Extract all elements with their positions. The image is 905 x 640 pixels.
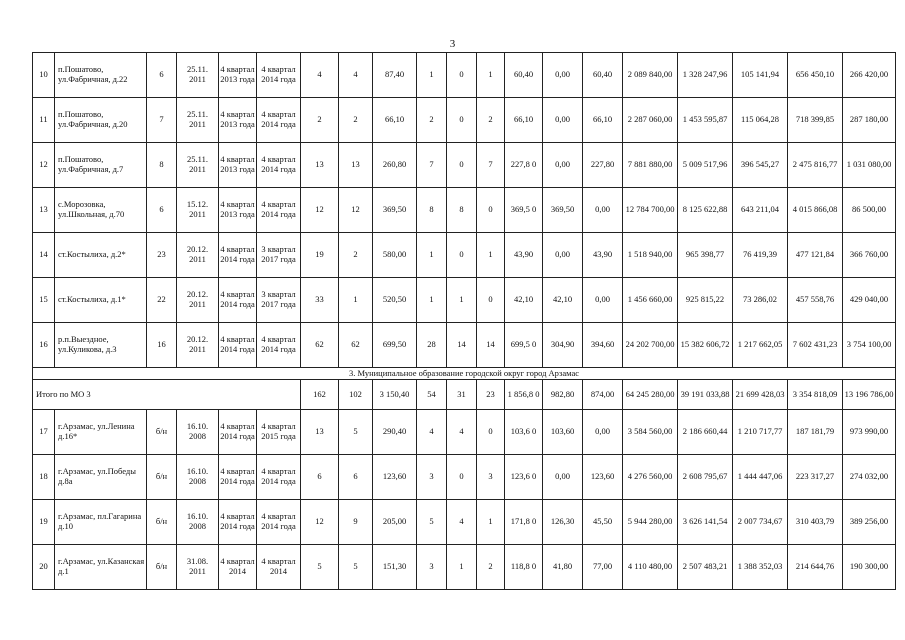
row-number-cell: 12 — [33, 143, 55, 188]
total-rooms-a-cell: 31 — [447, 380, 477, 410]
building-number-cell: 22 — [147, 278, 177, 323]
area-total-cell: 227,8 0 — [505, 143, 543, 188]
recognition-date-cell: 15.12. 2011 — [177, 188, 219, 233]
address-cell: р.п.Выездное, ул.Куликова, д.3 — [55, 323, 147, 368]
area-a-cell: 369,50 — [543, 188, 583, 233]
area-b-cell: 0,00 — [583, 410, 623, 455]
rooms-b-cell: 0 — [477, 278, 505, 323]
rooms-a-cell: 1 — [447, 545, 477, 590]
actual-date-cell: 3 квартал 2017 года — [257, 278, 301, 323]
local-share-cell: 477 121,84 — [788, 233, 843, 278]
total-area-cell: 123,60 — [373, 455, 417, 500]
rooms-b-cell: 2 — [477, 98, 505, 143]
rooms-a-cell: 0 — [447, 53, 477, 98]
rooms-a-cell: 14 — [447, 323, 477, 368]
residents-count-cell: 19 — [301, 233, 339, 278]
row-number-cell: 11 — [33, 98, 55, 143]
recognition-date-cell: 20.12. 2011 — [177, 278, 219, 323]
planned-date-cell: 4 квартал 2014 года — [219, 500, 257, 545]
fund-share-cell: 1 328 247,96 — [678, 53, 733, 98]
address-cell: г.Арзамас, ул.Победы д.8а — [55, 455, 147, 500]
resettled-count-cell: 5 — [339, 410, 373, 455]
area-b-cell: 45,50 — [583, 500, 623, 545]
rooms-b-cell: 2 — [477, 545, 505, 590]
rooms-total-cell: 1 — [417, 278, 447, 323]
rooms-b-cell: 3 — [477, 455, 505, 500]
area-total-cell: 66,10 — [505, 98, 543, 143]
planned-date-cell: 4 квартал 2013 года — [219, 53, 257, 98]
rooms-b-cell: 14 — [477, 323, 505, 368]
rooms-a-cell: 4 — [447, 410, 477, 455]
row-number-cell: 17 — [33, 410, 55, 455]
planned-date-cell: 4 квартал 2014 года — [219, 278, 257, 323]
cost-total-cell: 5 944 280,00 — [623, 500, 678, 545]
area-a-cell: 0,00 — [543, 455, 583, 500]
cost-total-cell: 2 089 840,00 — [623, 53, 678, 98]
regional-share-cell: 105 141,94 — [733, 53, 788, 98]
residents-count-cell: 6 — [301, 455, 339, 500]
area-b-cell: 394,60 — [583, 323, 623, 368]
resettled-count-cell: 12 — [339, 188, 373, 233]
resettled-count-cell: 2 — [339, 233, 373, 278]
section-header-row — [33, 368, 896, 380]
extra-funds-cell: 274 032,00 — [843, 455, 896, 500]
building-number-cell: 6 — [147, 188, 177, 233]
total-rooms-total-cell: 54 — [417, 380, 447, 410]
cost-total-cell: 1 518 940,00 — [623, 233, 678, 278]
table-row — [33, 545, 896, 590]
resettled-count-cell: 62 — [339, 323, 373, 368]
local-share-cell: 656 450,10 — [788, 53, 843, 98]
rooms-b-cell: 1 — [477, 53, 505, 98]
cost-total-cell: 4 110 480,00 — [623, 545, 678, 590]
total-area-cell: 87,40 — [373, 53, 417, 98]
rooms-a-cell: 0 — [447, 98, 477, 143]
address-cell: г.Арзамас, пл.Гагарина д.10 — [55, 500, 147, 545]
area-a-cell: 42,10 — [543, 278, 583, 323]
building-number-cell: б/н — [147, 545, 177, 590]
planned-date-cell: 4 квартал 2014 — [219, 545, 257, 590]
row-number-cell: 18 — [33, 455, 55, 500]
rooms-a-cell: 4 — [447, 500, 477, 545]
cost-total-cell: 24 202 700,00 — [623, 323, 678, 368]
address-cell: п.Пошатово, ул.Фабричная, д.20 — [55, 98, 147, 143]
resettled-count-cell: 1 — [339, 278, 373, 323]
total-cost-total-cell: 64 245 280,00 — [623, 380, 678, 410]
row-number-cell: 19 — [33, 500, 55, 545]
table-row — [33, 410, 896, 455]
actual-date-cell: 4 квартал 2014 года — [257, 143, 301, 188]
building-number-cell: 23 — [147, 233, 177, 278]
recognition-date-cell: 31.08. 2011 — [177, 545, 219, 590]
row-number-cell: 13 — [33, 188, 55, 233]
rooms-total-cell: 1 — [417, 53, 447, 98]
actual-date-cell: 4 квартал 2014 года — [257, 323, 301, 368]
actual-date-cell: 4 квартал 2014 года — [257, 53, 301, 98]
local-share-cell: 310 403,79 — [788, 500, 843, 545]
total-area-a-cell: 982,80 — [543, 380, 583, 410]
area-b-cell: 60,40 — [583, 53, 623, 98]
table-row — [33, 323, 896, 368]
regional-share-cell: 396 545,27 — [733, 143, 788, 188]
recognition-date-cell: 16.10. 2008 — [177, 455, 219, 500]
local-share-cell: 223 317,27 — [788, 455, 843, 500]
area-a-cell: 0,00 — [543, 233, 583, 278]
address-cell: с.Морозовка, ул.Школьная, д.70 — [55, 188, 147, 233]
area-a-cell: 0,00 — [543, 143, 583, 188]
fund-share-cell: 965 398,77 — [678, 233, 733, 278]
rooms-total-cell: 3 — [417, 455, 447, 500]
area-total-cell: 103,6 0 — [505, 410, 543, 455]
area-total-cell: 118,8 0 — [505, 545, 543, 590]
rooms-a-cell: 0 — [447, 233, 477, 278]
planned-date-cell: 4 квартал 2014 года — [219, 410, 257, 455]
rooms-total-cell: 8 — [417, 188, 447, 233]
residents-count-cell: 33 — [301, 278, 339, 323]
rooms-b-cell: 0 — [477, 188, 505, 233]
rooms-a-cell: 0 — [447, 143, 477, 188]
cost-total-cell: 1 456 660,00 — [623, 278, 678, 323]
building-number-cell: 8 — [147, 143, 177, 188]
total-fund-share-cell: 39 191 033,88 — [678, 380, 733, 410]
extra-funds-cell: 3 754 100,00 — [843, 323, 896, 368]
rooms-b-cell: 1 — [477, 233, 505, 278]
resettled-count-cell: 5 — [339, 545, 373, 590]
actual-date-cell: 3 квартал 2017 года — [257, 233, 301, 278]
resettled-count-cell: 2 — [339, 98, 373, 143]
residents-count-cell: 12 — [301, 188, 339, 233]
row-number-cell: 16 — [33, 323, 55, 368]
resettled-count-cell: 4 — [339, 53, 373, 98]
building-number-cell: б/н — [147, 500, 177, 545]
planned-date-cell: 4 квартал 2013 года — [219, 143, 257, 188]
total-area-cell: 580,00 — [373, 233, 417, 278]
total-rooms-b-cell: 23 — [477, 380, 505, 410]
regional-share-cell: 1 217 662,05 — [733, 323, 788, 368]
actual-date-cell: 4 квартал 2014 — [257, 545, 301, 590]
area-b-cell: 227,80 — [583, 143, 623, 188]
rooms-a-cell: 1 — [447, 278, 477, 323]
extra-funds-cell: 1 031 080,00 — [843, 143, 896, 188]
area-b-cell: 77,00 — [583, 545, 623, 590]
residents-count-cell: 13 — [301, 143, 339, 188]
actual-date-cell: 4 квартал 2014 года — [257, 188, 301, 233]
total-area-cell: 66,10 — [373, 98, 417, 143]
table-row — [33, 278, 896, 323]
section-title: 3. Муниципальное образование городской округ город Арзамас — [33, 368, 896, 380]
resettled-count-cell: 13 — [339, 143, 373, 188]
extra-funds-cell: 266 420,00 — [843, 53, 896, 98]
cost-total-cell: 3 584 560,00 — [623, 410, 678, 455]
area-total-cell: 42,10 — [505, 278, 543, 323]
fund-share-cell: 8 125 622,88 — [678, 188, 733, 233]
cost-total-cell: 4 276 560,00 — [623, 455, 678, 500]
planned-date-cell: 4 квартал 2013 года — [219, 98, 257, 143]
local-share-cell: 2 475 816,77 — [788, 143, 843, 188]
area-a-cell: 103,60 — [543, 410, 583, 455]
residents-count-cell: 13 — [301, 410, 339, 455]
total-label: Итого по МО 3 — [33, 380, 301, 410]
rooms-a-cell: 8 — [447, 188, 477, 233]
regional-share-cell: 76 419,39 — [733, 233, 788, 278]
area-a-cell: 41,80 — [543, 545, 583, 590]
address-cell: г.Арзамас, ул.Казанская д.1 — [55, 545, 147, 590]
building-number-cell: б/н — [147, 410, 177, 455]
fund-share-cell: 1 453 595,87 — [678, 98, 733, 143]
local-share-cell: 7 602 431,23 — [788, 323, 843, 368]
local-share-cell: 187 181,79 — [788, 410, 843, 455]
address-cell: п.Пошатово, ул.Фабричная, д.7 — [55, 143, 147, 188]
building-number-cell: 7 — [147, 98, 177, 143]
building-number-cell: б/н — [147, 455, 177, 500]
area-a-cell: 0,00 — [543, 53, 583, 98]
regional-share-cell: 73 286,02 — [733, 278, 788, 323]
rooms-total-cell: 7 — [417, 143, 447, 188]
address-cell: г.Арзамас, ул.Ленина д.16* — [55, 410, 147, 455]
planned-date-cell: 4 квартал 2014 года — [219, 323, 257, 368]
table-row — [33, 53, 896, 98]
rooms-b-cell: 7 — [477, 143, 505, 188]
resettled-count-cell: 9 — [339, 500, 373, 545]
table-row — [33, 233, 896, 278]
rooms-b-cell: 0 — [477, 410, 505, 455]
resettled-count-cell: 6 — [339, 455, 373, 500]
total-extra-funds-cell: 13 196 786,00 — [843, 380, 896, 410]
planned-date-cell: 4 квартал 2014 года — [219, 455, 257, 500]
rooms-total-cell: 2 — [417, 98, 447, 143]
total-area-cell: 290,40 — [373, 410, 417, 455]
extra-funds-cell: 287 180,00 — [843, 98, 896, 143]
recognition-date-cell: 20.12. 2011 — [177, 323, 219, 368]
table-row — [33, 143, 896, 188]
residents-count-cell: 4 — [301, 53, 339, 98]
actual-date-cell: 4 квартал 2015 года — [257, 410, 301, 455]
rooms-total-cell: 4 — [417, 410, 447, 455]
rooms-total-cell: 28 — [417, 323, 447, 368]
fund-share-cell: 15 382 606,72 — [678, 323, 733, 368]
total-resettled-count-cell: 102 — [339, 380, 373, 410]
total-row — [33, 380, 896, 410]
recognition-date-cell: 25.11. 2011 — [177, 98, 219, 143]
fund-share-cell: 925 815,22 — [678, 278, 733, 323]
page-number: 3 — [449, 38, 456, 50]
recognition-date-cell: 25.11. 2011 — [177, 53, 219, 98]
regional-share-cell: 2 007 734,67 — [733, 500, 788, 545]
total-area-cell: 369,50 — [373, 188, 417, 233]
local-share-cell: 4 015 866,08 — [788, 188, 843, 233]
local-share-cell: 457 558,76 — [788, 278, 843, 323]
fund-share-cell: 5 009 517,96 — [678, 143, 733, 188]
address-cell: ст.Костылиха, д.2* — [55, 233, 147, 278]
residents-count-cell: 62 — [301, 323, 339, 368]
regional-share-cell: 1 388 352,03 — [733, 545, 788, 590]
rooms-a-cell: 0 — [447, 455, 477, 500]
fund-share-cell: 3 626 141,54 — [678, 500, 733, 545]
total-area-b-cell: 874,00 — [583, 380, 623, 410]
area-b-cell: 43,90 — [583, 233, 623, 278]
table-row — [33, 455, 896, 500]
row-number-cell: 15 — [33, 278, 55, 323]
local-share-cell: 214 644,76 — [788, 545, 843, 590]
total-area-cell: 151,30 — [373, 545, 417, 590]
actual-date-cell: 4 квартал 2014 года — [257, 98, 301, 143]
table-row — [33, 98, 896, 143]
total-regional-share-cell: 21 699 428,03 — [733, 380, 788, 410]
extra-funds-cell: 389 256,00 — [843, 500, 896, 545]
housing-resettlement-table — [32, 52, 896, 590]
cost-total-cell: 2 287 060,00 — [623, 98, 678, 143]
rooms-total-cell: 1 — [417, 233, 447, 278]
area-a-cell: 0,00 — [543, 98, 583, 143]
fund-share-cell: 2 608 795,67 — [678, 455, 733, 500]
building-number-cell: 6 — [147, 53, 177, 98]
area-total-cell: 699,5 0 — [505, 323, 543, 368]
regional-share-cell: 643 211,04 — [733, 188, 788, 233]
total-area-cell: 205,00 — [373, 500, 417, 545]
residents-count-cell: 2 — [301, 98, 339, 143]
total-area-cell: 699,50 — [373, 323, 417, 368]
area-total-cell: 43,90 — [505, 233, 543, 278]
extra-funds-cell: 366 760,00 — [843, 233, 896, 278]
total-area-cell: 260,80 — [373, 143, 417, 188]
area-b-cell: 66,10 — [583, 98, 623, 143]
extra-funds-cell: 973 990,00 — [843, 410, 896, 455]
cost-total-cell: 12 784 700,00 — [623, 188, 678, 233]
planned-date-cell: 4 квартал 2014 года — [219, 233, 257, 278]
regional-share-cell: 115 064,28 — [733, 98, 788, 143]
actual-date-cell: 4 квартал 2014 года — [257, 500, 301, 545]
regional-share-cell: 1 444 447,06 — [733, 455, 788, 500]
recognition-date-cell: 16.10. 2008 — [177, 410, 219, 455]
extra-funds-cell: 429 040,00 — [843, 278, 896, 323]
total-area-cell: 520,50 — [373, 278, 417, 323]
table-row — [33, 188, 896, 233]
fund-share-cell: 2 186 660,44 — [678, 410, 733, 455]
building-number-cell: 16 — [147, 323, 177, 368]
total-residents-count-cell: 162 — [301, 380, 339, 410]
area-b-cell: 0,00 — [583, 188, 623, 233]
total-area-total-cell: 1 856,8 0 — [505, 380, 543, 410]
address-cell: п.Пошатово, ул.Фабричная, д.22 — [55, 53, 147, 98]
area-a-cell: 304,90 — [543, 323, 583, 368]
area-total-cell: 369,5 0 — [505, 188, 543, 233]
rooms-total-cell: 3 — [417, 545, 447, 590]
recognition-date-cell: 16.10. 2008 — [177, 500, 219, 545]
recognition-date-cell: 25.11. 2011 — [177, 143, 219, 188]
area-b-cell: 0,00 — [583, 278, 623, 323]
area-total-cell: 60,40 — [505, 53, 543, 98]
area-total-cell: 123,6 0 — [505, 455, 543, 500]
row-number-cell: 20 — [33, 545, 55, 590]
row-number-cell: 10 — [33, 53, 55, 98]
regional-share-cell: 1 210 717,77 — [733, 410, 788, 455]
cost-total-cell: 7 881 880,00 — [623, 143, 678, 188]
residents-count-cell: 12 — [301, 500, 339, 545]
recognition-date-cell: 20.12. 2011 — [177, 233, 219, 278]
local-share-cell: 718 399,85 — [788, 98, 843, 143]
fund-share-cell: 2 507 483,21 — [678, 545, 733, 590]
address-cell: ст.Костылиха, д.1* — [55, 278, 147, 323]
extra-funds-cell: 86 500,00 — [843, 188, 896, 233]
planned-date-cell: 4 квартал 2013 года — [219, 188, 257, 233]
total-total-area-cell: 3 150,40 — [373, 380, 417, 410]
area-total-cell: 171,8 0 — [505, 500, 543, 545]
area-a-cell: 126,30 — [543, 500, 583, 545]
table-row — [33, 500, 896, 545]
area-b-cell: 123,60 — [583, 455, 623, 500]
extra-funds-cell: 190 300,00 — [843, 545, 896, 590]
rooms-b-cell: 1 — [477, 500, 505, 545]
rooms-total-cell: 5 — [417, 500, 447, 545]
total-local-share-cell: 3 354 818,09 — [788, 380, 843, 410]
residents-count-cell: 5 — [301, 545, 339, 590]
actual-date-cell: 4 квартал 2014 года — [257, 455, 301, 500]
row-number-cell: 14 — [33, 233, 55, 278]
